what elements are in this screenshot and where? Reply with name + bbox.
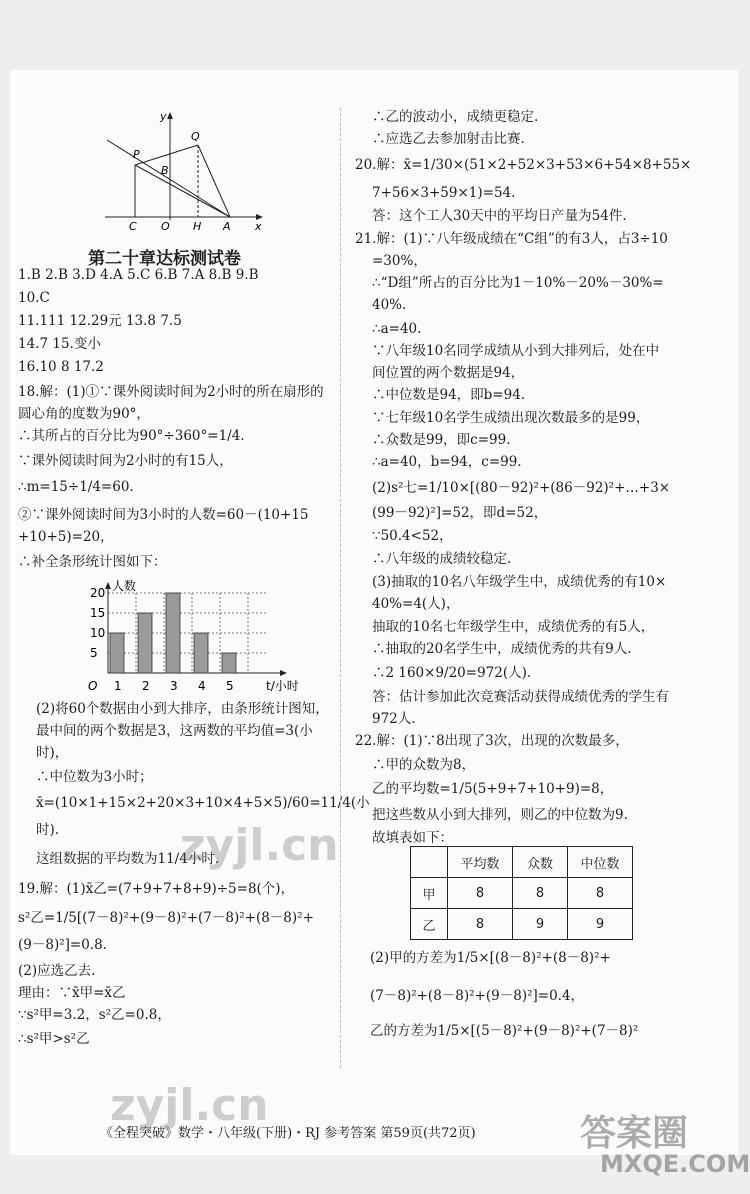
text-line: 时). [36, 822, 60, 838]
y-tick-label: 10 [90, 626, 106, 640]
geometry-figure [95, 110, 275, 235]
text-line: 乙的方差为1/5×[(5－8)²+(9－8)²+(7－8)² [370, 1023, 639, 1039]
text-line: 22.解：(1)∵8出现了3次，出现的次数最多， [355, 733, 629, 749]
table-row [411, 909, 633, 940]
point-h: H [193, 220, 202, 233]
x-tick-label: 2 [142, 679, 150, 693]
text-line: 答：这个工人30天中的平均日产量为54件. [372, 208, 627, 224]
text-line: 21.解：(1)∵八年级成绩在“C组”的有3人，占3÷10 [355, 231, 668, 247]
text-line: 14.7 15.变小 [18, 336, 101, 352]
text-line: ∴a=40，b=94，c=99. [372, 454, 522, 470]
y-axis-label: 人数 [112, 579, 137, 593]
text-line: 间位置的两个数据是94， [372, 365, 525, 381]
text-line: ∵50.4<52， [372, 528, 453, 544]
text-line: 答：估计参加此次竞赛活动获得成绩优秀的学生有 [372, 689, 669, 705]
text-line: 10.C [18, 290, 50, 306]
table-header: 平均数 [448, 847, 513, 878]
text-line: ∵八年级10名同学成绩从小到大排列后，处在中 [372, 343, 660, 359]
text-line: ∵课外阅读时间为2小时的有15人， [18, 453, 233, 469]
text-line: (9－8)²]=0.8. [18, 937, 107, 953]
text-line: ∵七年级10名学生成绩出现次数最多的是99， [372, 410, 650, 426]
text-line: 抽取的10名七年级学生中，成绩优秀的有5人， [372, 619, 655, 635]
bar [138, 613, 152, 673]
table-cell: 8 [448, 909, 513, 940]
table-cell: 8 [568, 878, 633, 909]
text-line: x̄=(10×1+15×2+20×3+10×4+5×5)/60=11/4(小 [36, 795, 370, 811]
watermark: 答案圈 [580, 1113, 689, 1154]
text-line: ②∵课外阅读时间为3小时的人数=60－(10+15 [18, 507, 309, 523]
table-cell: 9 [568, 909, 633, 940]
x-tick-label: 5 [226, 679, 234, 693]
table-cell: 9 [513, 909, 568, 940]
text-line: 19.解：(1)x̄乙=(7+9+7+8+9)÷5=8(个)， [18, 881, 295, 897]
x-axis-label: t/小时 [266, 679, 299, 693]
text-line: 最中间的两个数据是3，这两数的平均值=3(小 [36, 723, 313, 739]
watermark: MXQE.COM [600, 1150, 750, 1178]
text-line: ∴抽取的20名学生中，成绩优秀的共有9人. [372, 641, 632, 657]
text-line: ∴补全条形统计图如下： [18, 554, 167, 570]
y-tick-label: 20 [90, 586, 106, 600]
y-tick-label: 5 [90, 646, 98, 660]
chapter-title: 第二十章达标测试卷 [88, 249, 241, 269]
text-line: (2)将60个数据由小到大排序，由条形统计图知， [36, 701, 329, 717]
text-line: ∴众数是99，即c=99. [372, 432, 511, 448]
text-line: 18.解：(1)①∵课外阅读时间为2小时的所在扇形的 [18, 384, 324, 400]
x-tick-label: 4 [198, 679, 206, 693]
result-table [410, 846, 633, 940]
text-line: 乙的平均数=1/5(5+9+7+10+9)=8， [372, 781, 614, 797]
text-line: +10+5)=20， [18, 529, 114, 545]
table-header [411, 847, 448, 878]
y-axis-arrow [105, 582, 111, 589]
text-line: 16.10 8 17.2 [18, 359, 104, 375]
table-header-row [411, 847, 633, 878]
bar [166, 593, 180, 673]
point-o: O [161, 220, 170, 233]
text-line: 11.111 12.29元 13.8 7.5 [18, 313, 182, 329]
table-cell: 甲 [411, 878, 448, 909]
text-line: 时)， [36, 745, 69, 761]
text-line: (2)应选乙去. [18, 963, 96, 979]
point-c: C [129, 220, 137, 233]
text-line: 这组数据的平均数为11/4小时. [36, 851, 220, 867]
text-line: 圆心角的度数为90°， [18, 406, 150, 422]
text-line: ∴八年级的成绩较稳定. [372, 551, 512, 567]
text-line: s²乙=1/5[(7－8)²+(9－8)²+(7－8)²+(8－8)²+ [18, 910, 314, 926]
column-divider [340, 108, 341, 1068]
text-line: (99－92)²]=52，即d=52， [372, 505, 548, 521]
bar [110, 633, 124, 673]
text-line: =30%， [372, 253, 427, 269]
text-line: ∴2 160×9/20=972(人). [372, 665, 532, 681]
text-line: (7－8)²+(8－8)²+(9－8)²]=0.4， [370, 988, 585, 1004]
table-header: 中位数 [568, 847, 633, 878]
bar [222, 653, 236, 673]
text-line: 故填表如下： [372, 830, 453, 846]
text-line: ∴乙的波动小，成绩更稳定. [372, 109, 539, 125]
watermark: zyjl.cn [180, 820, 339, 871]
point-b: B [161, 164, 169, 177]
origin-label: O [88, 679, 98, 693]
text-line: ∴甲的众数为8， [372, 757, 476, 773]
watermark: zyjl.cn [110, 1080, 269, 1131]
text-line: 20.解：x̄=1/30×(51×2+52×3+53×6+54×8+55× [355, 157, 692, 173]
text-line: (2)s²七=1/10×[(80－92)²+(86－92)²+…+3× [372, 480, 671, 496]
text-line: ∴中位数是94，即b=94. [372, 387, 526, 403]
axis-y-label: y [160, 110, 167, 123]
x-tick-label: 1 [114, 679, 122, 693]
text-line: (3)抽取的10名八年级学生中，成绩优秀的有10× [372, 574, 667, 590]
table-header: 众数 [513, 847, 568, 878]
table-cell: 8 [513, 878, 568, 909]
point-p: P [133, 148, 140, 161]
text-line: 972人. [372, 711, 416, 727]
text-line: ∴s²甲>s²乙 [18, 1031, 90, 1047]
text-line: 40%. [372, 297, 407, 313]
axis-x-label: x [255, 220, 262, 233]
text-line: 7+56×3+59×1)=54. [372, 185, 516, 201]
text-line: ∴“D组”所占的百分比为1－10%－20%－30%= [372, 275, 664, 291]
text-line: ∴其所占的百分比为90°÷360°=1/4. [18, 428, 245, 444]
bar [194, 633, 208, 673]
text-line: ∵s²甲=3.2，s²乙=0.8， [18, 1007, 171, 1023]
text-line: 40%=4(人)， [372, 596, 460, 612]
point-a: A [223, 220, 231, 233]
text-line: (2)甲的方差为1/5×[(8－8)²+(8－8)²+ [370, 950, 611, 966]
text-line: ∴m=15÷1/4=60. [18, 479, 134, 495]
table-cell: 乙 [411, 909, 448, 940]
text-line: ∴a=40. [372, 321, 422, 337]
bar-chart [78, 578, 308, 698]
y-tick-label: 15 [90, 606, 106, 620]
table-cell: 8 [448, 878, 513, 909]
text-line: 1.B 2.B 3.D 4.A 5.C 6.B 7.A 8.B 9.B [18, 267, 259, 283]
x-axis-arrow [280, 670, 287, 676]
text-line: 把这些数从小到大排列，则乙的中位数为9. [372, 807, 628, 823]
page-footer: 《全程突破》数学・八年级(下册)・RJ 参考答案 第59页(共72页) [100, 1126, 476, 1141]
x-tick-label: 3 [170, 679, 178, 693]
text-line: ∴应选乙去参加射击比赛. [372, 131, 525, 147]
point-q: Q [191, 130, 200, 143]
table-row [411, 878, 633, 909]
text-line: ∴中位数为3小时； [36, 769, 153, 785]
text-line: 理由：∵x̄甲=x̄乙 [18, 985, 126, 1001]
